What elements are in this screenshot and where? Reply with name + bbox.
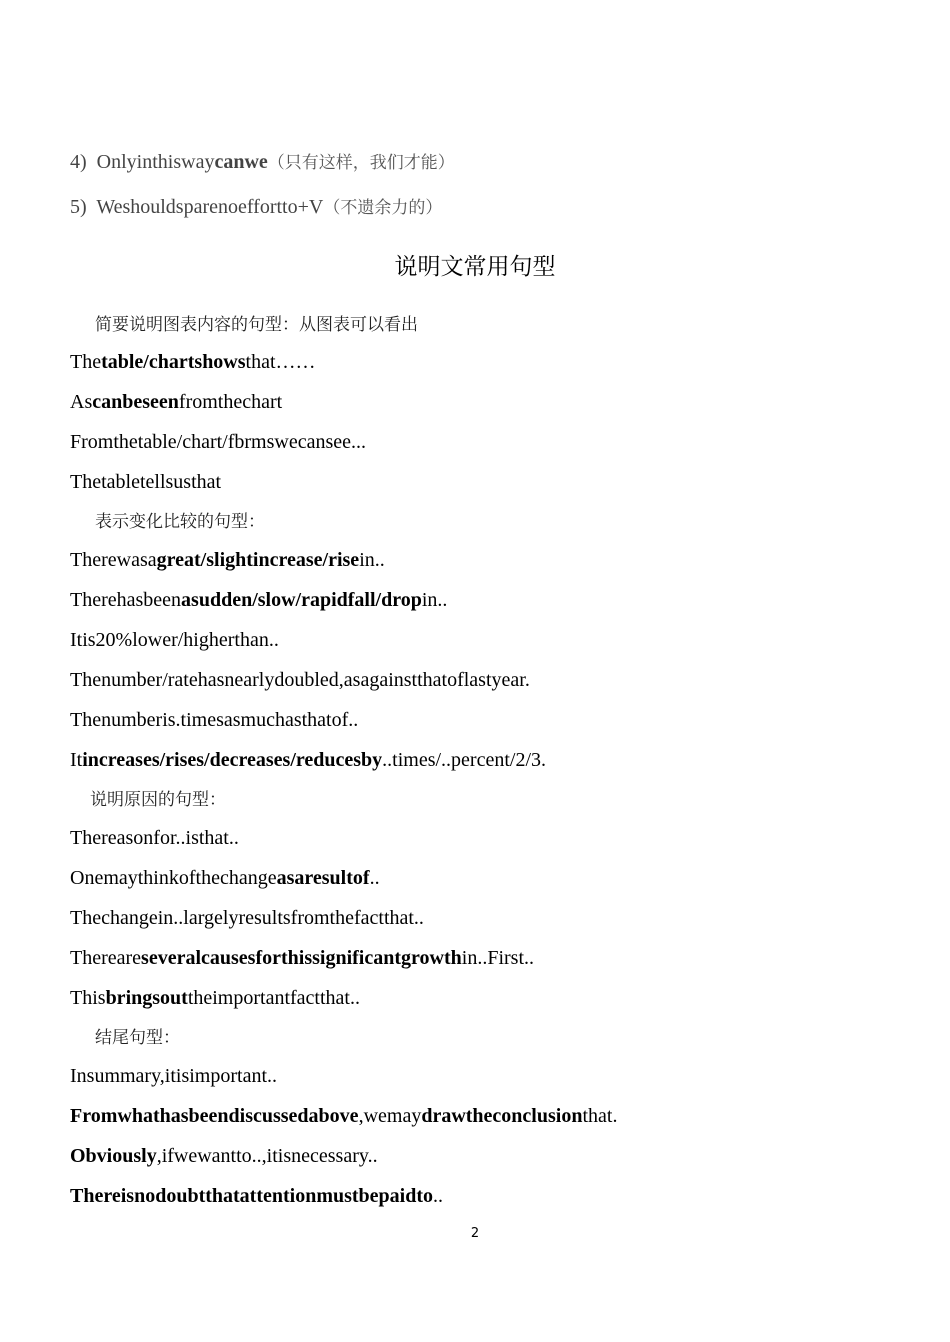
page-number: 2 bbox=[470, 1226, 480, 1241]
sentence-line: Itincreases/rises/decreases/reducesby..times/..percent/2/3. bbox=[70, 749, 547, 771]
section-heading: 说明文常用句型 bbox=[394, 254, 556, 280]
section-label-chart: 简要说明图表内容的句型：从图表可以看出 bbox=[95, 315, 418, 334]
sentence-line: Fromthetable/chart/fbrmswecansee... bbox=[70, 431, 366, 453]
sentence-line: Thenumberis.timesasmuchasthatof.. bbox=[70, 709, 359, 731]
section-label-change: 表示变化比较的句型： bbox=[95, 512, 265, 531]
list-item-4: 4) Onlyinthiswaycanwe（只有这样，我们才能） bbox=[70, 151, 455, 173]
sentence-line: Ascanbeseenfromthechart bbox=[70, 391, 283, 413]
sentence-line: Itis20%lower/higherthan.. bbox=[70, 629, 279, 651]
section-label-ending: 结尾句型： bbox=[95, 1028, 180, 1047]
sentence-line: Obviously,ifwewantto..,itisnecessary.. bbox=[70, 1145, 378, 1167]
sentence-line: Thereasonfor..isthat.. bbox=[70, 827, 239, 849]
sentence-line: Thetable/chartshowsthat…… bbox=[70, 351, 316, 373]
sentence-line: Thisbringsouttheimportantfactthat.. bbox=[70, 987, 360, 1009]
sentence-line: Thenumber/ratehasnearlydoubled,asagainstthatoflastyear. bbox=[70, 669, 530, 691]
sentence-line: Fromwhathasbeendiscussedabove,wemaydrawtheconclusionthat. bbox=[70, 1105, 618, 1127]
sentence-line: Thetabletellsusthat bbox=[70, 471, 222, 493]
list-item-5: 5) Weshouldsparenoeffortto+V（不遗余力的） bbox=[70, 196, 443, 218]
sentence-line: Thechangein..largelyresultsfromthefactthat.. bbox=[70, 907, 424, 929]
sentence-line: Thereisnodoubtthatattentionmustbepaidto.. bbox=[70, 1185, 444, 1207]
sentence-line: Therewasagreat/slightincrease/risein.. bbox=[70, 549, 385, 571]
sentence-line: Onemaythinkofthechangeasaresultof.. bbox=[70, 867, 380, 889]
section-label-reason: 说明原因的句型： bbox=[90, 790, 226, 809]
sentence-line: Insummary,itisimportant.. bbox=[70, 1065, 278, 1087]
sentence-line: Therehasbeenasudden/slow/rapidfall/dropin.. bbox=[70, 589, 448, 611]
sentence-line: Thereareseveralcausesforthissignificantgrowthin..First.. bbox=[70, 947, 535, 969]
list-item-5-text: Weshouldsparenoeffortto+V bbox=[96, 196, 324, 218]
